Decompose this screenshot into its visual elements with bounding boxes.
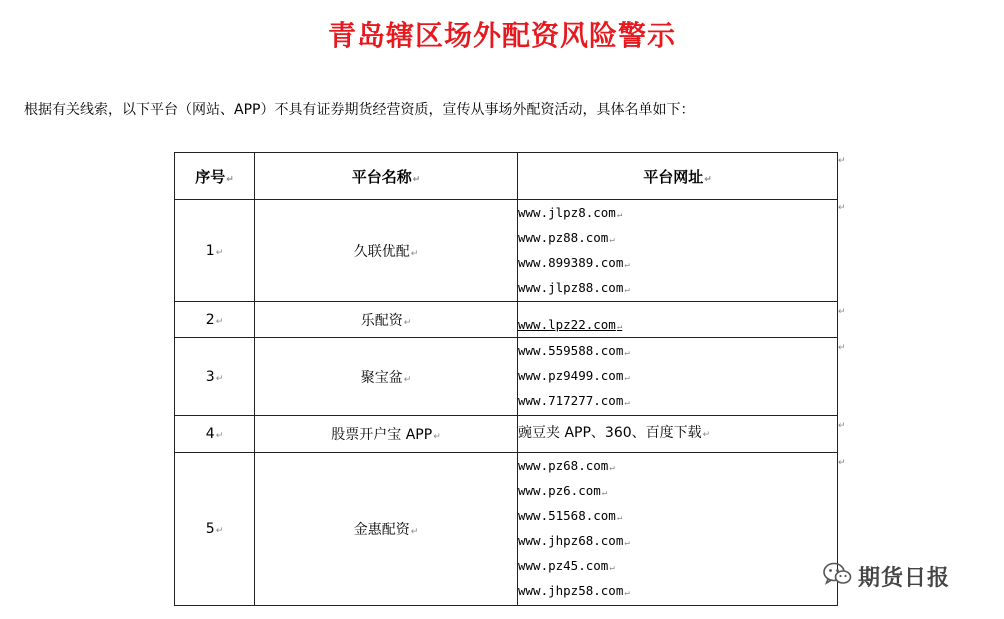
header-name: 平台名称↵ (255, 153, 518, 200)
row-end-mark: ↵ (838, 203, 846, 213)
row-end-mark: ↵ (838, 343, 846, 353)
header-url: 平台网址↵ (518, 153, 838, 200)
platform-url: 豌豆夹 APP、360、百度下载↵ (518, 425, 711, 441)
platform-url: www.pz68.com↵ (518, 458, 615, 473)
platform-url: www.pz88.com↵ (518, 230, 615, 245)
platform-name: 聚宝盆↵ (255, 338, 518, 416)
row-end-mark: ↵ (838, 156, 846, 166)
row-number: 2↵ (175, 302, 255, 338)
row-end-mark: ↵ (838, 421, 846, 431)
row-number: 3↵ (175, 338, 255, 416)
watermark (822, 560, 950, 592)
row-end-mark: ↵ (838, 458, 846, 468)
platform-url: www.jhpz58.com↵ (518, 583, 630, 598)
platform-url: www.51568.com↵ (518, 508, 623, 523)
table-row (175, 416, 838, 453)
platform-url: www.899389.com↵ (518, 255, 630, 270)
platform-url: www.pz45.com↵ (518, 558, 615, 573)
row-number: 4↵ (175, 416, 255, 453)
platform-url: www.jhpz68.com↵ (518, 533, 630, 548)
table-row (175, 338, 838, 416)
platform-table (174, 152, 838, 606)
table-row (175, 200, 838, 302)
row-end-mark: ↵ (838, 307, 846, 317)
intro-paragraph: 根据有关线索，以下平台（网站、APP）不具有证券期货经营资质，宣传从事场外配资活动，具体名单如下： (24, 102, 695, 118)
platform-url: www.pz6.com↵ (518, 483, 608, 498)
platform-url: www.jlpz88.com↵ (518, 280, 630, 295)
platform-url: www.717277.com↵ (518, 393, 630, 408)
platform-url: www.lpz22.com↵ (518, 317, 623, 332)
row-number: 1↵ (175, 200, 255, 302)
platform-urls (518, 416, 838, 453)
platform-url: www.jlpz8.com↵ (518, 205, 623, 220)
platform-urls (518, 338, 838, 416)
platform-name: 金惠配资↵ (255, 453, 518, 606)
page-title: 青岛辖区场外配资风险警示 (327, 19, 676, 52)
platform-name: 久联优配↵ (255, 200, 518, 302)
platform-name: 乐配资↵ (255, 302, 518, 338)
platform-url: www.pz9499.com↵ (518, 368, 630, 383)
platform-name: 股票开户宝 APP↵ (255, 416, 518, 453)
platform-urls (518, 200, 838, 302)
wechat-icon (822, 561, 852, 591)
row-number: 5↵ (175, 453, 255, 606)
table-header-row (175, 153, 838, 200)
platform-url: www.559588.com↵ (518, 343, 630, 358)
header-no: 序号↵ (175, 153, 255, 200)
platform-urls (518, 302, 838, 338)
platform-urls (518, 453, 838, 606)
watermark-text: 期货日报 (858, 565, 951, 591)
table-row (175, 302, 838, 338)
table-row (175, 453, 838, 606)
